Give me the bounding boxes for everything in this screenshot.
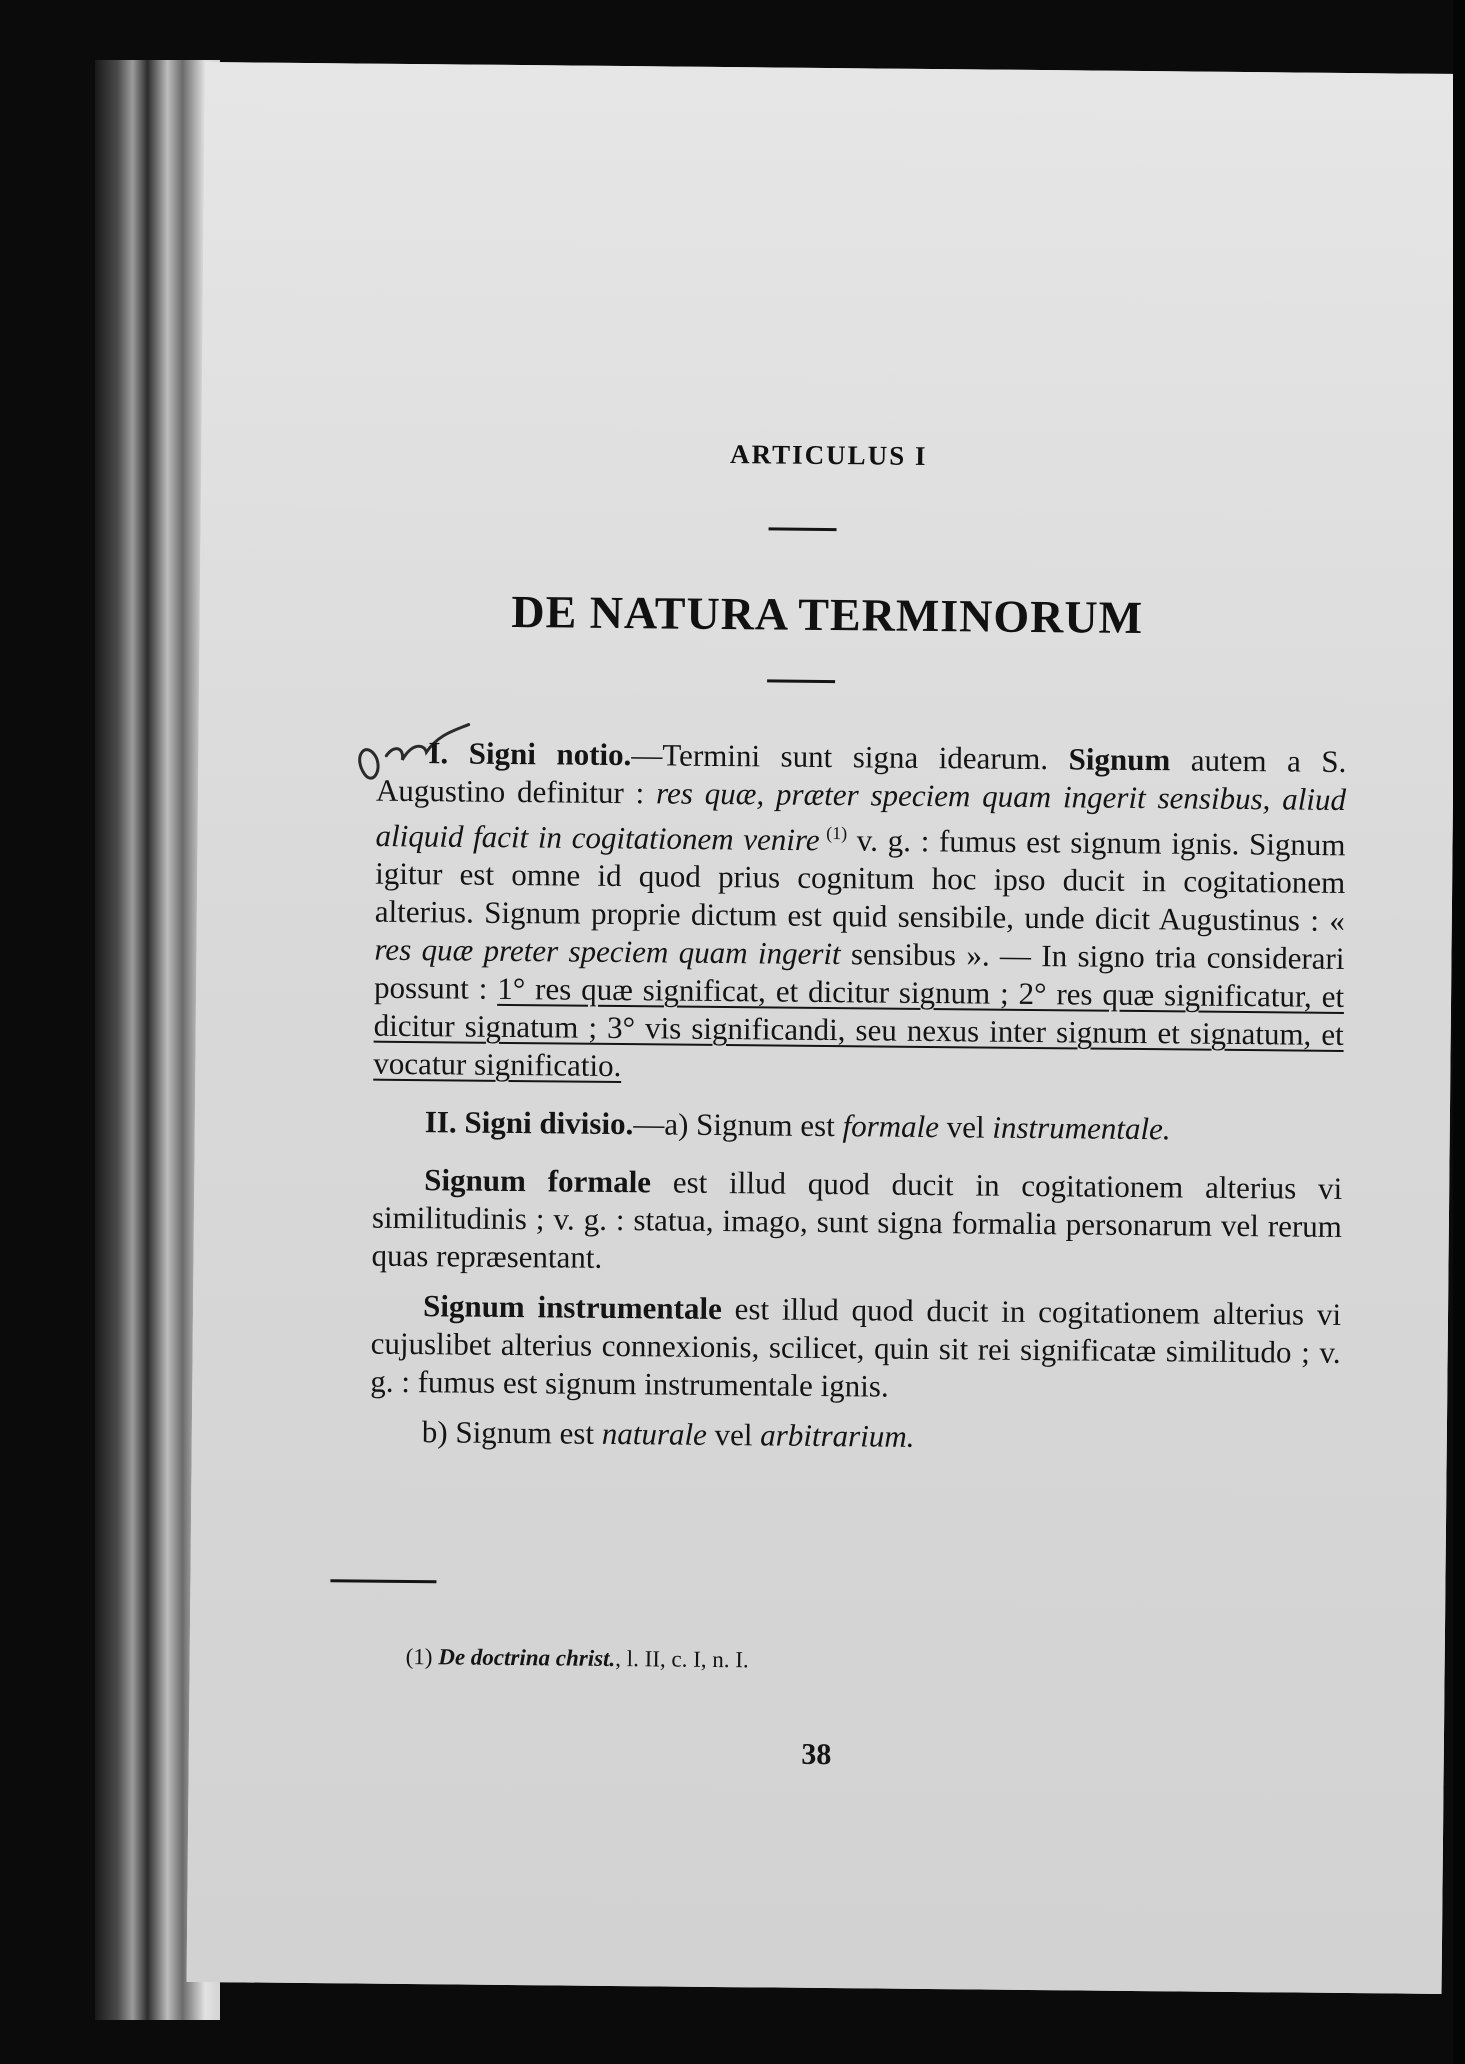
- paragraph-signi-notio: I. Signi notio.—Termini sunt signa idearum. Signum autem a S. Augustino definitur : res quæ, præter speciem quam ingerit sensibus, aliud aliquid facit in cogitationem venire $^{(1)}$ v. g. : fumus est signum ignis. Signum igitur est omne id quod prius cognitum hoc ipso ducit in cogitationem alterius. Signum proprie dictum est quid sensibile, unde dicit Augustinus : « res quæ preter speciem quam ingerit sensibus ». — In signo tria considerari possunt : 1° res quæ significat, et dicitur signum ; 2° res quæ significatur, et dicitur signatum ; 3° vis significandi, seu nexus inter signum et signatum, et vocatur significatio.: [373, 735, 1347, 1084]
- paragraph-signum-formale: Signum formale est illud quod ducit in cogitationem alterius vi similitudinis ; v. g. : statua, imago, sunt signa formalia personarum vel rerum quas repræsentant.: [371, 1162, 1343, 1276]
- paragraph-b: b) Signum est naturale vel arbitrarium.: [421, 1414, 915, 1455]
- footnote-ref: (1): [819, 822, 848, 844]
- paragraph-signi-divisio: II. Signi divisio.—a) Signum est formale vel instrumentale.: [424, 1104, 1171, 1147]
- divider-bottom: [767, 679, 835, 683]
- footnote-divider: [330, 1579, 436, 1583]
- divider-top: [769, 527, 837, 531]
- running-head: ARTICULUS I: [729, 439, 928, 471]
- paragraph-signum-instrumentale: Signum instrumentale est illud quod ducit in cogitationem alterius vi cujuslibet alterius connexionis, scilicet, quin sit rei significatæ similitudo ; v. g. : fumus est signum instrumentale ignis.: [370, 1288, 1342, 1404]
- underlined-passage: 1° res quæ significat, et dicitur signum ; 2° res quæ significatur, et dicitur signatum ; 3° vis significandi, seu nexus inter signum et signatum, et vocatur significatio.: [373, 971, 1345, 1084]
- section-heading: I. Signi notio.: [428, 735, 632, 773]
- footnote: (1) De doctrina christ., l. II, c. I, n. I.: [405, 1644, 749, 1673]
- chapter-title: DE NATURA TERMINORUM: [511, 585, 1144, 644]
- definition-quote: res quæ, præter speciem quam ingerit sensibus, aliud aliquid facit in cogitationem venire: [375, 775, 1347, 858]
- book-page: [187, 62, 1460, 1994]
- scan-edge: [1453, 0, 1465, 2064]
- section-heading: II. Signi divisio.: [424, 1104, 634, 1142]
- body-text: [370, 734, 1347, 1473]
- page-number: 38: [801, 1737, 832, 1772]
